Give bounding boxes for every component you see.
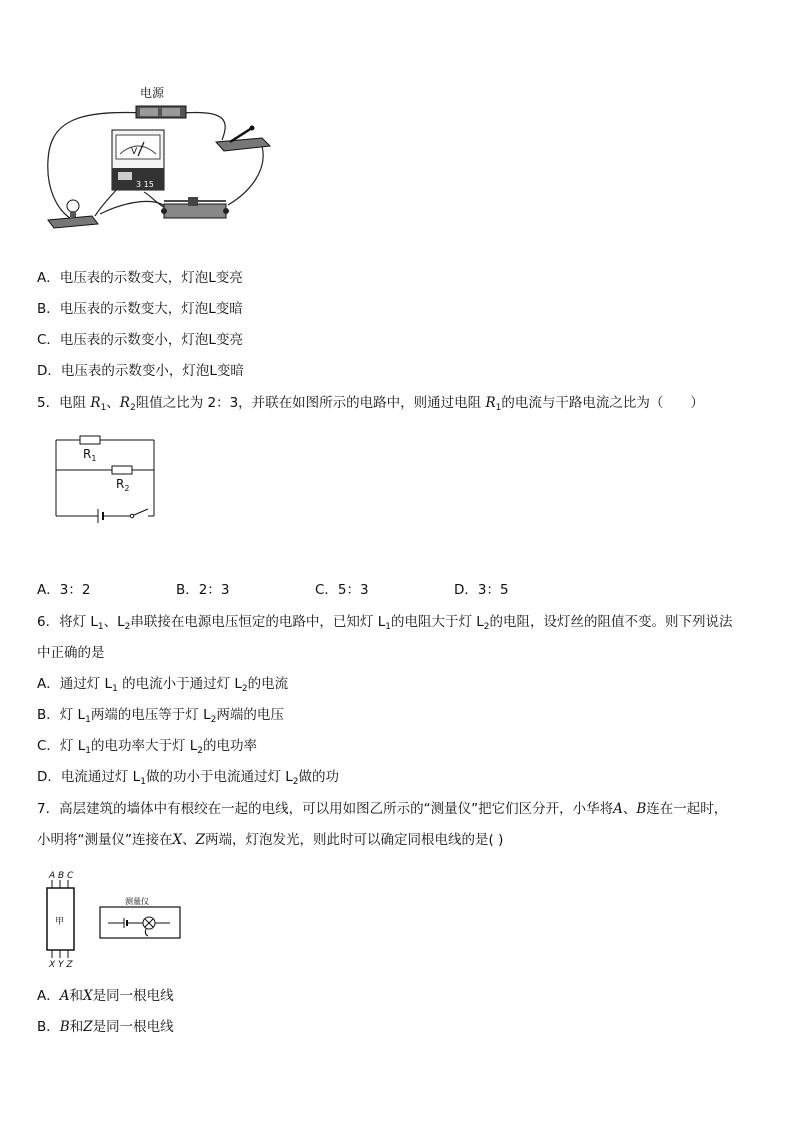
q6-stem-line1: 6．将灯 $L_1$、$L_2$串联接在电源电压恒定的电路中，已知灯 $L_1$的电阻大于灯 $L_2$的电阻，设灯丝的阻值不变。则下列说法 [37, 614, 733, 632]
switch-contact [130, 514, 134, 518]
terminal-labels-top: A B C [49, 871, 74, 881]
q6-option-a: A．通过灯 $L_1$ 的电流小于通过灯 $L_2$的电流 [37, 676, 289, 694]
q5-option-a: A．3：2 [37, 582, 91, 598]
svg-text:V: V [131, 147, 138, 157]
q5-stem: 5．电阻 $R_1$、$R_2$阻值之比为 2：3，并联在如图所示的电路中，则通过电阻 $R_1$的电流与干路电流之比为（ ） [37, 395, 704, 413]
switch-lever [134, 509, 148, 515]
resistor-r2 [112, 466, 132, 474]
knife-switch [216, 126, 270, 152]
light-bulb [48, 200, 98, 228]
q5-option-b: B．2：3 [176, 582, 230, 598]
q7-stem-line2: 小明将“测量仪”连接在X、Z两端，灯泡发光，则此时可以确定同根电线的是( ) [37, 832, 504, 848]
q5-option-c: C．5：3 [315, 582, 369, 598]
r2-label: $R_2$ [116, 477, 130, 493]
q6-option-c: C．灯 $L_1$的电功率大于灯 $L_2$的电功率 [37, 738, 258, 756]
q7-stem-line1: 7．高层建筑的墙体中有根绞在一起的电线，可以用如图乙所示的“测量仪”把它们区分开，小华将A、B连在一起时， [37, 801, 728, 817]
power-source-label: 电源 [140, 86, 165, 100]
q4-option-d: D．电压表的示数变小，灯泡L变暗 [37, 363, 244, 379]
q6-option-b: B．灯 $L_1$两端的电压等于灯 $L_2$两端的电压 [37, 707, 284, 725]
q7-option-b: B．B和Z是同一根电线 [37, 1019, 174, 1035]
q4-option-c: C．电压表的示数变小，灯泡L变亮 [37, 332, 243, 348]
q7-option-a: A．A和X是同一根电线 [37, 988, 174, 1004]
r1-label: $R_1$ [83, 447, 97, 463]
q4-option-a: A．电压表的示数变大，灯泡L变亮 [37, 270, 243, 286]
q4-option-b: B．电压表的示数变大，灯泡L变暗 [37, 301, 243, 317]
voltmeter-terminal-label: 3 15 [136, 180, 154, 189]
q5-option-d: D．3：5 [454, 582, 509, 598]
q7-figure [42, 868, 187, 970]
q4-circuit-figure [40, 80, 280, 240]
terminal-labels-bottom: X Y Z [49, 960, 73, 970]
q6-option-d: D．电流通过灯 $L_1$做的功小于电流通过灯 $L_2$做的功 [37, 769, 339, 787]
q5-circuit-diagram [50, 432, 162, 524]
resistor-r1 [80, 436, 100, 444]
rheostat [161, 197, 229, 218]
box-jia-label: 甲 [55, 917, 65, 927]
measuring-instrument-label: 测量仪 [125, 897, 149, 906]
voltmeter [112, 130, 164, 190]
q6-stem-line2: 中正确的是 [37, 645, 105, 661]
